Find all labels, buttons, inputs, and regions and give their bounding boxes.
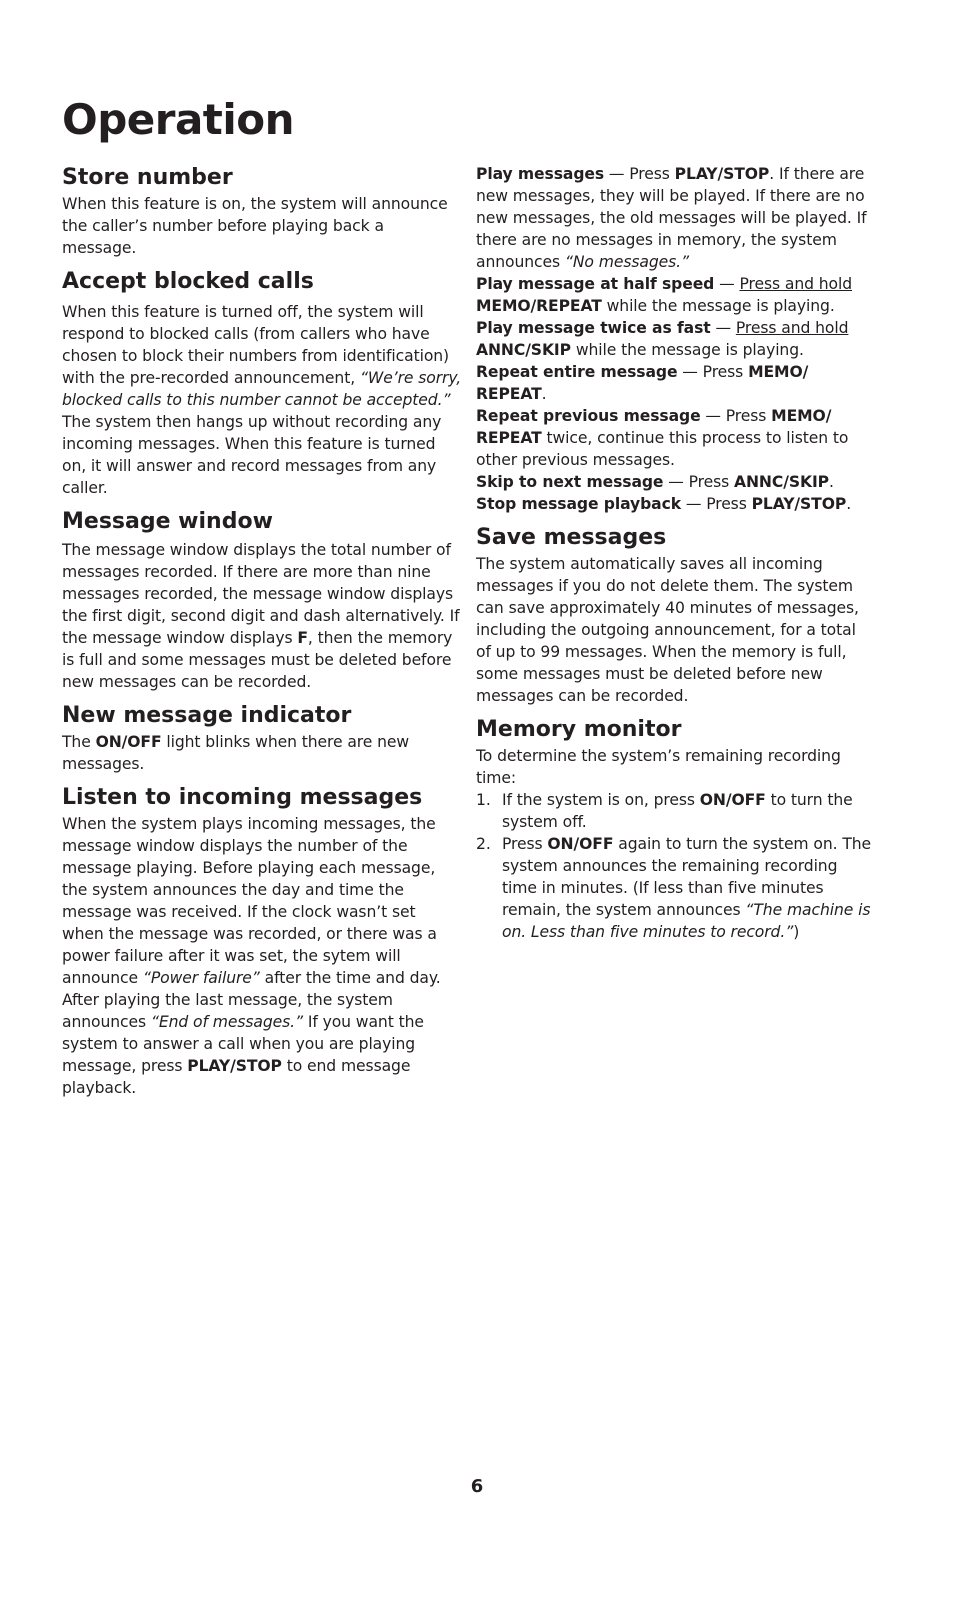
memory-monitor-intro: To determine the system’s remaining recording time:	[476, 747, 841, 787]
accept-blocked-heading: Accept blocked calls	[62, 269, 314, 294]
section-store-number	[62, 163, 462, 259]
memory-step-2: 2. Press ON/OFF again to turn the system on. The system announces the remaining recording time in minutes. (If less than five minutes remain, the system announces “The machine is on. Less than five minutes to record.”)	[476, 835, 872, 941]
memory-step-1: 1. If the system is on, press ON/OFF to turn the system off.	[476, 791, 853, 831]
on-off-key: ON/OFF	[95, 733, 162, 751]
skip-next-item: Skip to next message — Press ANNC/SKIP.	[476, 473, 834, 491]
end-of-messages-quote: “End of messages.”	[150, 1013, 303, 1031]
section-save-messages	[476, 523, 874, 707]
play-stop-key: PLAY/STOP	[187, 1057, 282, 1075]
section-playback-controls	[476, 163, 874, 515]
page-title: Operation	[62, 95, 295, 144]
section-accept-blocked	[62, 267, 462, 499]
store-number-heading: Store number	[62, 165, 233, 190]
save-messages-heading: Save messages	[476, 525, 667, 550]
accept-blocked-body: When this feature is turned off, the system will respond to blocked calls (from callers who have chosen to block their numbers from identification) with the pre-recorded announcement, “We’re sorry, blocked calls to this number cannot be accepted.” The system then hangs up without recording any incoming messages. When this feature is turned on, it will answer and record messages from any caller.	[62, 303, 462, 497]
power-failure-quote: “Power failure”	[142, 969, 260, 987]
listen-heading: Listen to incoming messages	[62, 785, 423, 810]
repeat-entire-item: Repeat entire message — Press MEMO/ REPEAT.	[476, 363, 809, 403]
save-messages-body: The system automatically saves all incoming messages if you do not delete them. The system can save approximately 40 minutes of messages, including the outgoing announcement, for a total of up to 99 messages. When the memory is full, some messages must be deleted before new messages can be recorded.	[476, 555, 859, 705]
page-number: 6	[470, 1476, 484, 1497]
message-window-heading: Message window	[62, 509, 273, 534]
memory-monitor-steps	[476, 789, 874, 943]
stop-playback-item: Stop message playback — Press PLAY/STOP.	[476, 495, 852, 513]
repeat-previous-item: Repeat previous message — Press MEMO/ REPEAT twice, continue this process to listen to other previous messages.	[476, 407, 849, 469]
half-speed-item: Play message at half speed — Press and hold MEMO/REPEAT while the message is playing.	[476, 275, 853, 315]
section-listen	[62, 783, 462, 1099]
store-number-body: When this feature is on, the system will announce the caller’s number before playing back a message.	[62, 195, 448, 257]
twice-fast-item: Play message twice as fast — Press and hold ANNC/SKIP while the message is playing.	[476, 319, 849, 359]
new-indicator-body: The ON/OFF light blinks when there are new messages.	[62, 733, 410, 773]
right-column	[476, 163, 874, 943]
memory-full-indicator: F	[297, 629, 308, 647]
left-column	[62, 163, 462, 1099]
listen-body: When the system plays incoming messages, the message window displays the number of the message playing. Before playing each message, the system announces the day and time the message was received. If the clock wasn’t set when the message was recorded, or there was a power failure after it was set, the sytem will announce “Power failure” after the time and day. After playing the last message, the system announces “End of messages.” If you want the system to answer a call when you are playing message, press PLAY/STOP to end message playback.	[62, 815, 441, 1097]
memory-monitor-heading: Memory monitor	[476, 717, 682, 742]
blocked-announcement-quote: “We’re sorry, blocked calls to this number cannot be accepted.”	[62, 369, 462, 409]
play-messages-item: Play messages — Press PLAY/STOP. If there are new messages, they will be played. If there are no new messages, the old messages will be played. If there are no messages in memory, the system announces “No messages.”	[476, 165, 867, 271]
new-indicator-heading: New message indicator	[62, 703, 352, 728]
section-message-window	[62, 507, 462, 693]
section-memory-monitor	[476, 715, 874, 943]
section-new-indicator	[62, 701, 462, 775]
message-window-body: The message window displays the total number of messages recorded. If there are more than nine messages recorded, the message window displays the first digit, second digit and dash alternatively. If the message window displays F, then the memory is full and some messages must be deleted before new messages can be recorded.	[62, 541, 460, 691]
